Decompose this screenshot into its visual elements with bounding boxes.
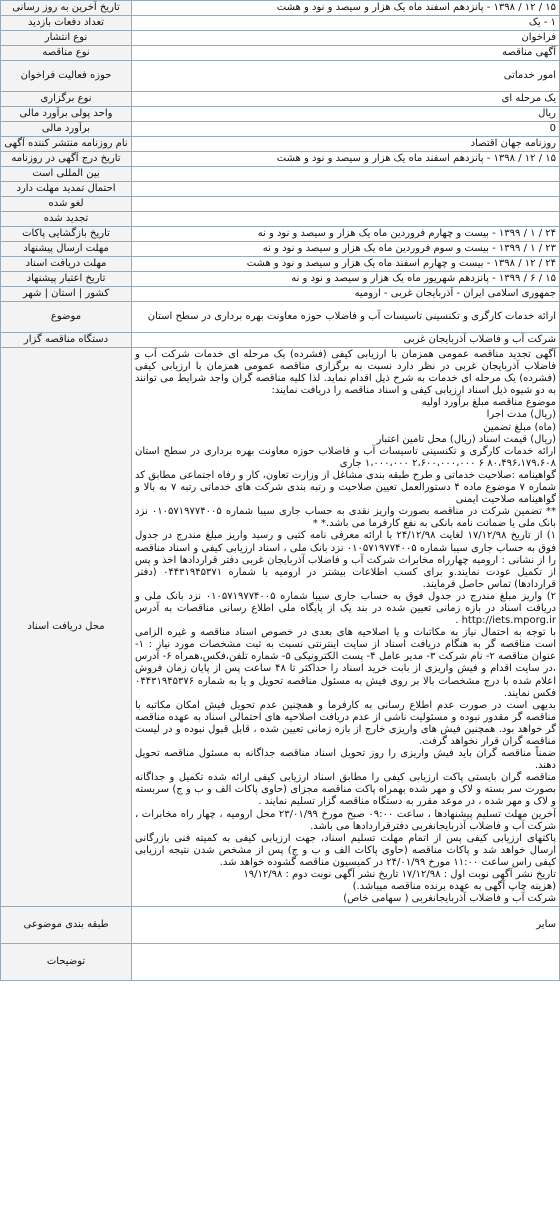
row-label: نام روزنامه منتشر کننده آگهی [1, 137, 132, 152]
info-row [1, 122, 560, 137]
info-row [1, 287, 560, 302]
row-label: لغو شده [1, 197, 132, 212]
row-value [132, 197, 560, 212]
info-row [1, 182, 560, 197]
announcement-paragraph: مناقصه گران بایستی پاکت ارزیابی کیفی را مطابق اسناد ارزیابی کیفی ارائه شده تکمیل و جداگانه بصورت سر بسته و لاک و مهر شده بهمراه پاکت مناقصه مجزای (حاوی پاکات الف و ب و ج) سربسته و لاک و مهر شده ، در موعد مقرر به دستگاه مناقصه گزار تسلیم نمایند . [135, 772, 556, 808]
row-label: احتمال تمدید مهلت دارد [1, 182, 132, 197]
row-label: تاریخ درج آگهی در روزنامه [1, 152, 132, 167]
row-label: نوع مناقصه [1, 46, 132, 61]
info-row [1, 167, 560, 182]
info-row [1, 46, 560, 61]
row-label: توضیحات [1, 944, 132, 981]
row-value: روزنامه جهان اقتصاد [132, 137, 560, 152]
row-label: مهلت ارسال پیشنهاد [1, 242, 132, 257]
row-value [132, 167, 560, 182]
row-value: شرکت آب و فاضلاب آذربایجان غربی [132, 333, 560, 348]
row-label: واحد پولی برآورد مالی [1, 107, 132, 122]
row-value: فراخوان [132, 31, 560, 46]
row-value: ۲۳ / ۱ / ۱۳۹۹ - بیست و سوم فروردین ماه یک هزار و سیصد و نود و نه [132, 242, 560, 257]
announcement-paragraph: (ریال) قیمت اسناد (ریال) محل تامین اعتبار [376, 433, 556, 445]
row-value [132, 212, 560, 227]
announcement-paragraph: شرکت آب و فاضلاب آذربایجانغربی ( سهامی خاص) [343, 893, 556, 905]
row-label: محل دریافت اسناد [1, 348, 132, 907]
info-row [1, 107, 560, 122]
row-label: دستگاه مناقصه گزار [1, 333, 132, 348]
row-label: تاریخ بازگشایی پاکات [1, 227, 132, 242]
info-row [1, 257, 560, 272]
info-row [1, 61, 560, 92]
row-label: کشور | استان | شهر [1, 287, 132, 302]
announcement-paragraph: آگهی تجدید مناقصه عمومی همزمان با ارزیابی کیفی (فشرده) یک مرحله ای خدمات شرکت آب و فاضلاب آذربایجان غربی در نظر دارد نسبت به برگزاری مناقصه عمومی همزمان با ارزیابی کیفی (فشرده) یک مرحله ای خدمات به شرح ذیل اقدام نماید. لذا کلیه مناقصه گران واجد شرایط می توانند به دو شیوه ذیل اسناد ارزیابی کیفی و اسناد مناقصه را دریافت نمایند: [135, 349, 556, 397]
announcement-paragraph: با توجه به احتمال نیاز به مکاتبات و یا اصلاحیه های بعدی در خصوص اسناد مناقصه و غیره الزامی است مناقصه گر به هنگام دریافت اسناد از سایت اینترنتی نسبت به ثبت مشخصات مورد نیاز : ۱- عنوان مناقصه ۲- نام شرکت ۳- مدیر عامل ۴- پست الکترونیکی ۵- شماره تلفن،فکس،همراه ۶- آدرس ،در سایت اقدام و فیش واریزی از بابت خرید اسناد را حداکثر تا ۴۸ ساعت پس از پایان زمان فروش اعلام شده با درج مشخصات بالا بر روی فیش به مسئول مناقصه تحویل و یا به شماره ۰۴۴۳۱۹۴۵۳۷۶ فکس نمایند. [135, 627, 556, 699]
info-row [1, 16, 560, 31]
document-receipt-row [1, 348, 560, 907]
announcement-paragraph: ۲) واریز مبلغ مندرج در جدول فوق به حساب جاری سیبا شماره ۰۱۰۵۷۱۹۷۷۴۰۰۵ نزد بانک ملی و دریافت اسناد در بازه زمانی تعیین شده در بند یک از پایگاه ملی اطلاع رسانی مناقصات به آدرس http://iets.mporg.ir . [135, 590, 556, 627]
row-value: ریال [132, 107, 560, 122]
row-label: موضوع [1, 302, 132, 333]
row-value: ۲۴ / ۱ / ۱۳۹۹ - بیست و چهارم فروردین ماه یک هزار و سیصد و نود و نه [132, 227, 560, 242]
announcement-paragraph: (ماه) مبلغ تضمین [483, 421, 556, 433]
info-row [1, 1, 560, 16]
announcement-paragraph: گواهینامه :صلاحیت خدماتی و طرح طبقه بندی مشاغل از وزارت تعاون، کار و رفاه اجتماعی مطابق کد شماره ۷ موضوع ماده ۴ دستورالعمل تعیین صلاحیت و رتبه بندی شرکت های خدماتی رتبه ۷ به بالا و گواهینامه صلاحیت ایمنی [135, 469, 557, 506]
info-row [1, 212, 560, 227]
row-label: حوزه فعالیت فراخوان [1, 61, 132, 92]
info-row [1, 137, 560, 152]
announcement-paragraph: ۱) از تاریخ ۱۷/۱۲/۹۸ لغایت ۲۴/۱۲/۹۸ با ارائه معرفی نامه کتبی و رسید واریز مبلغ مندرج در جدول فوق به حساب جاری سیبا شماره ۰۱۰۵۷۱۹۷۷۴۰۰۵ نزد بانک ملی ، اسناد ارزیابی کیفی و اسناد مناقصه را از نشانی : ارومیه چهارراه مخابرات شرکت آب و فاضلاب آذربایجان غربی دفتر قراردادها اخذ و پس از تکمیل عودت نمایند.و برای کسب اطلاعات بیشتر در ارومیه با شماره ۰۴۴۳۱۹۴۵۳۷۱ (دفتر قراردادها) تماس حاصل فرمایند. [135, 530, 556, 590]
info-row [1, 242, 560, 257]
announcement-paragraph: تاریخ نشر آگهی نوبت اول : ۱۷/۱۲/۹۸ تاریخ نشر آگهی نوبت دوم : ۱۹/۱۲/۹۸ [243, 869, 556, 881]
info-row [1, 92, 560, 107]
info-row [1, 944, 560, 981]
announcement-paragraph: ضمناً مناقصه گران باید فیش واریزی را روز تحویل اسناد مناقصه جداگانه به مسئول مناقصه تحویل دهند. [135, 748, 556, 772]
row-label: برآورد مالی [1, 122, 132, 137]
info-row [1, 907, 560, 944]
row-value: ۱۵ / ۱۲ / ۱۳۹۸ - پانزدهم اسفند ماه یک هزار و سیصد و نود و هشت [132, 152, 560, 167]
info-row [1, 152, 560, 167]
row-label: نوع برگزاری [1, 92, 132, 107]
row-label: تجدید شده [1, 212, 132, 227]
row-value: ۱ - یک [132, 16, 560, 31]
row-value: ۱۵ / ۶ / ۱۳۹۹ - پانزدهم شهریور ماه یک هزار و سیصد و نود و نه [132, 272, 560, 287]
announcement-paragraph: (هزینه چاپ آگهی به عهده برنده مناقصه میباشد.) [352, 881, 556, 893]
tender-announcement-text [132, 348, 560, 907]
announcement-paragraph: (ریال) مدت اجرا [486, 409, 556, 421]
row-value: جمهوری اسلامی ایران - آذربایجان غربی - ارومیه [132, 287, 560, 302]
row-value: 0 [132, 122, 560, 137]
row-label: تعداد دفعات بازدید [1, 16, 132, 31]
info-row [1, 31, 560, 46]
row-label: بین المللی است [1, 167, 132, 182]
row-value [132, 944, 560, 981]
announcement-paragraph: آخرین مهلت تسلیم پیشنهادها ، ساعت ۰۹:۰۰ صبح مورخ ۲۳/۰۱/۹۹ محل ارومیه ، چهار راه مخابرات ، شرکت آب و فاضلاب آذربایجانغربی دفترقراردادها می باشد. [135, 808, 556, 832]
announcement-paragraph: موضوع مناقصه مبلغ برآورد اولیه [421, 397, 556, 409]
info-row [1, 333, 560, 348]
row-value: یک مرحله ای [132, 92, 560, 107]
announcement-paragraph: بدیهی است در صورت عدم اطلاع رسانی به کارفرما و همچنین عدم تحویل فیش امکان مکاتبه با مناقصه گر مقدور نبوده و مسئولیت ناشی از عدم دریافت اصلاحیه های احتمالی اسناد به عهده مناقصه گر خواهد بود. همچنین فیش های واریزی خارج از بازه زمانی تعیین شده ، قابل قبول نبوده و در لیست مناقصه گران قرار نخواهد گرفت. [135, 699, 556, 747]
row-value: ارائه خدمات کارگری و تکنسینی تاسیسات آب و فاضلاب حوزه معاونت بهره برداری در سطح استان [132, 302, 560, 333]
announcement-paragraph: پاکتهای ارزیابی کیفی پس از اتمام مهلت تسلیم اسناد، جهت ارزیابی کیفی به کمیته فنی بازرگانی ارسال خواهد شد و پاکات مناقصه (حاوی پاکات الف و ب و ج) پس از مشخص شدن نتیجه ارزیابی کیفی راس ساعت ۱۱:۰۰ مورخ ۲۴/۰۱/۹۹ در کمیسیون مناقصه گشوده خواهد شد. [135, 832, 556, 868]
row-value: ۱۵ / ۱۲ / ۱۳۹۸ - پانزدهم اسفند ماه یک هزار و سیصد و نود و هشت [132, 1, 560, 16]
announcement-paragraph: ** تضمین شرکت در مناقصه بصورت واریز نقدی به حساب جاری سیبا شماره ۰۱۰۵۷۱۹۷۷۴۰۰۵ نزد بانک ملی یا ضمانت نامه بانکی به نفع کارفرما می باشد.* * [135, 506, 557, 530]
info-row [1, 197, 560, 212]
row-label: مهلت دریافت اسناد [1, 257, 132, 272]
row-value: امور خدماتی [132, 61, 560, 92]
row-value: سایر [132, 907, 560, 944]
row-value [132, 182, 560, 197]
row-label: نوع انتشار [1, 31, 132, 46]
row-label: طبقه بندی موضوعی [1, 907, 132, 944]
row-value: آگهی مناقصه [132, 46, 560, 61]
row-label: تاریخ اعتبار پیشنهاد [1, 272, 132, 287]
row-label: تاریخ آخرین به روز رسانی [1, 1, 132, 16]
row-value: ۲۴ / ۱۲ / ۱۳۹۸ - بیست و چهارم اسفند ماه یک هزار و سیصد و نود و هشت [132, 257, 560, 272]
info-row [1, 302, 560, 333]
announcement-paragraph: ارائه خدمات کارگری و تکنسینی تاسیسات آب و فاضلاب حوزه معاونت بهره برداری در سطح استان ۸۰،۴۹۶،۱۷۹،۶۰۸ ۶ ۲،۶۰۰،۰۰۰،۰۰۰ ۱،۰۰۰،۰۰۰ جاری [135, 445, 556, 469]
info-row [1, 227, 560, 242]
info-row [1, 272, 560, 287]
